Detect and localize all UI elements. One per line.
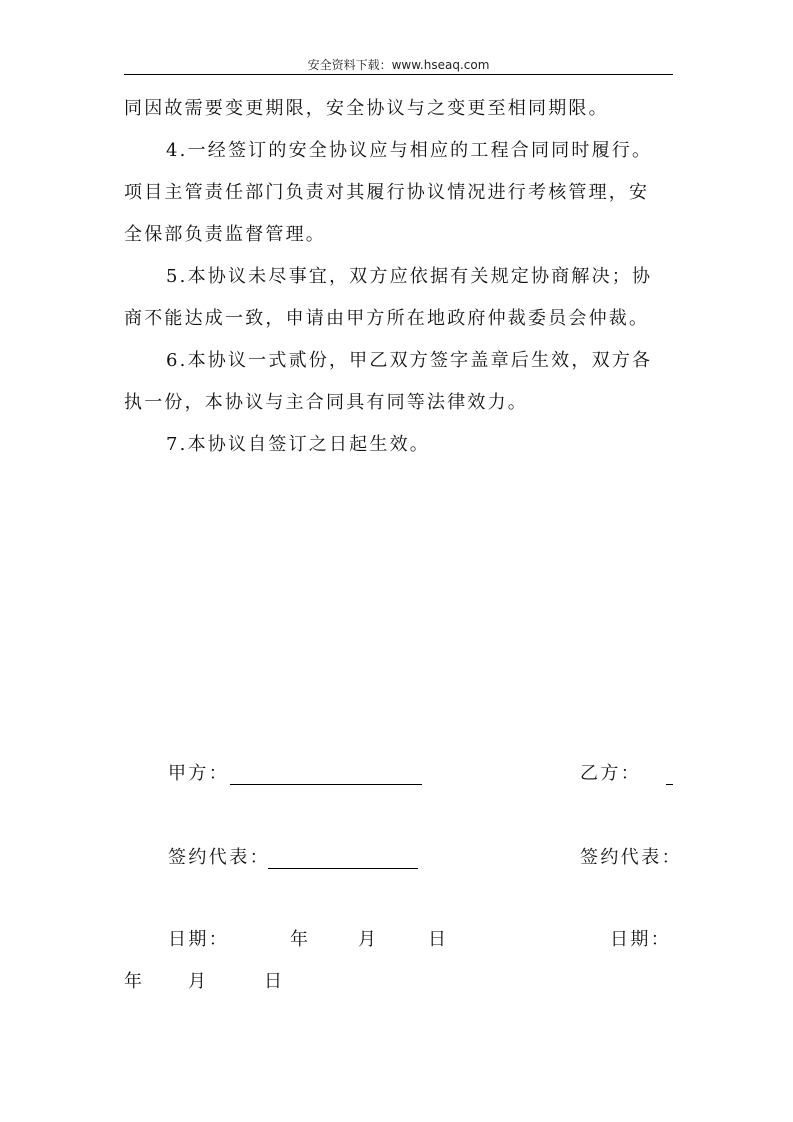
rep-b-label: 签约代表： — [580, 847, 682, 868]
clause-5-line-1: 5.本协议未尽事宜，双方应依据有关规定协商解决；协 — [166, 266, 653, 287]
clause-7-line: 7.本协议自签订之日起生效。 — [166, 434, 430, 455]
date-a-month: 月 — [358, 929, 376, 950]
date-b-month: 月 — [188, 971, 206, 992]
rep-a-label: 签约代表： — [168, 847, 270, 868]
party-b-label: 乙方： — [580, 763, 642, 784]
party-b-signature-line — [666, 784, 673, 785]
body-line: 同因故需要变更期限，安全协议与之变更至相同期限。 — [124, 98, 609, 119]
clause-6 — [124, 340, 673, 424]
continuation-paragraph — [124, 88, 673, 130]
date-a-day: 日 — [428, 929, 446, 950]
clause-6-line-1: 6.本协议一式贰份，甲乙双方签字盖章后生效，双方各 — [166, 350, 653, 371]
header-divider — [124, 74, 673, 75]
date-b-day: 日 — [264, 971, 282, 992]
clause-4-line-2: 项目主管责任部门负责对其履行协议情况进行考核管理，安 — [124, 182, 650, 203]
clause-4-line-3: 全保部负责监督管理。 — [124, 224, 326, 245]
clause-7 — [124, 424, 673, 466]
date-a-year: 年 — [290, 929, 308, 950]
clause-4-line-1: 4.一经签订的安全协议应与相应的工程合同同时履行。 — [166, 140, 653, 161]
date-b-year: 年 — [124, 971, 142, 992]
clause-6-line-2: 执一份，本协议与主合同具有同等法律效力。 — [124, 392, 528, 413]
date-b-label: 日期： — [610, 929, 672, 950]
page-header: 安全资料下载：www.hseaq.com — [307, 58, 490, 72]
clause-4 — [124, 130, 673, 256]
clause-5-line-2: 商不能达成一致，申请由甲方所在地政府仲裁委员会仲裁。 — [124, 308, 650, 329]
date-a-label: 日期： — [168, 929, 230, 950]
clause-5 — [124, 256, 673, 340]
party-a-signature-line — [230, 784, 422, 785]
rep-a-signature-line — [268, 868, 418, 869]
party-a-label: 甲方： — [168, 763, 230, 784]
